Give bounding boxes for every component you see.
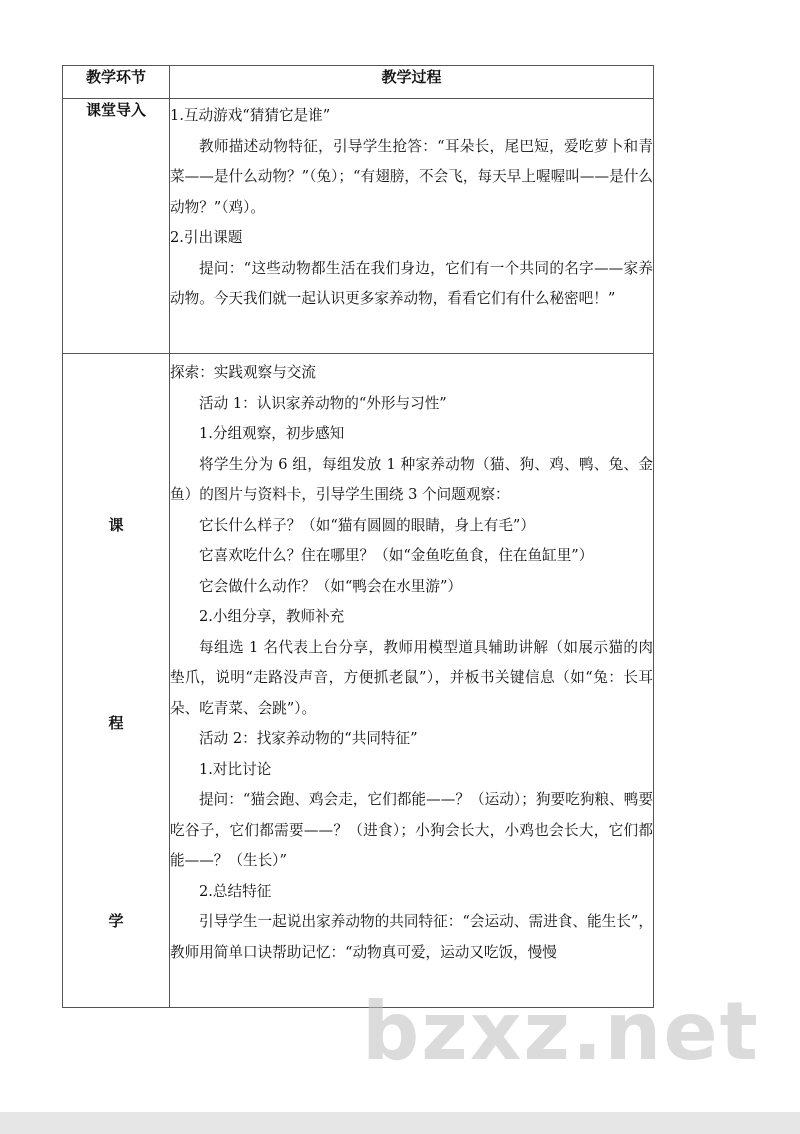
section-label-char: 程 xyxy=(108,714,124,732)
intro-paragraph: 提问：“这些动物都生活在我们身边，它们有一个共同的名字——家养动物。今天我们就一起认识更多家养动物，看看它们有什么秘密吧！” xyxy=(170,259,653,307)
section-label-char: 学 xyxy=(108,912,124,930)
process-paragraph: 提问：“猫会跑、鸡会走，它们都能——？（运动）；狗要吃狗粮、鸭要吃谷子，它们都需要——？（进食）；小狗会长大，小鸡也会长大，它们都能——？（生长）” xyxy=(170,791,653,869)
process-paragraph: 1.分组观察，初步感知 xyxy=(199,425,345,442)
process-paragraph: 引导学生一起说出家养动物的共同特征：“会运动、需进食、能生长”，教师用简单口诀帮助记忆：“动物真可爱，运动又吃饭，慢慢 xyxy=(170,913,653,961)
footer-bar xyxy=(0,1112,800,1134)
process-paragraph: 2.小组分享，教师补充 xyxy=(199,608,345,625)
process-paragraph: 将学生分为 6 组，每组发放 1 种家养动物（猫、狗、鸡、鸭、兔、金鱼）的图片与资料卡，引导学生围绕 3 个问题观察： xyxy=(170,455,653,503)
site-watermark: bzxz.net xyxy=(362,985,760,1078)
section-label-intro: 课堂导入 xyxy=(63,99,170,354)
process-paragraph: 活动 1：认识家养动物的“外形与习性” xyxy=(199,394,447,412)
process-paragraph: 2.总结特征 xyxy=(199,882,272,900)
lesson-plan-table xyxy=(62,65,654,1008)
section-label-char: 课 xyxy=(108,516,124,534)
process-paragraph: 活动 2：找家养动物的“共同特征” xyxy=(199,730,418,747)
intro-content xyxy=(170,99,654,354)
intro-paragraph: 2.引出课题 xyxy=(170,229,243,246)
process-paragraph: 1.对比讨论 xyxy=(199,760,272,778)
header-teaching-stage: 教学环节 xyxy=(63,66,170,99)
process-paragraph: 每组选 1 名代表上台分享，教师用模型道具辅助讲解（如展示猫的肉垫爪，说明“走路没声音，方便抓老鼠”），并板书关键信息（如“兔：长耳朵、吃青菜、会跳”）。 xyxy=(170,638,653,717)
process-paragraph: 探索：实践观察与交流 xyxy=(170,364,316,381)
process-paragraph: 它会做什么动作？（如“鸭会在水里游”） xyxy=(199,577,463,595)
process-content xyxy=(170,354,654,1008)
intro-paragraph: 教师描述动物特征，引导学生抢答：“耳朵长，尾巴短，爱吃萝卜和青菜——是什么动物？”（兔）；“有翅膀，不会飞，每天早上喔喔叫——是什么动物？”（鸡）。 xyxy=(170,137,653,216)
process-paragraph: 它长什么样子？（如“猫有圆圆的眼睛，身上有毛”） xyxy=(199,516,535,534)
table-row-process xyxy=(63,354,654,1008)
table-header-row xyxy=(63,66,654,99)
table-row-intro xyxy=(63,99,654,354)
intro-paragraph: 1.互动游戏“猜猜它是谁” xyxy=(170,107,331,124)
header-teaching-process: 教学过程 xyxy=(170,66,654,99)
section-label-process xyxy=(63,354,170,1008)
process-paragraph: 它喜欢吃什么？住在哪里？（如“金鱼吃鱼食，住在鱼缸里”） xyxy=(199,547,594,564)
